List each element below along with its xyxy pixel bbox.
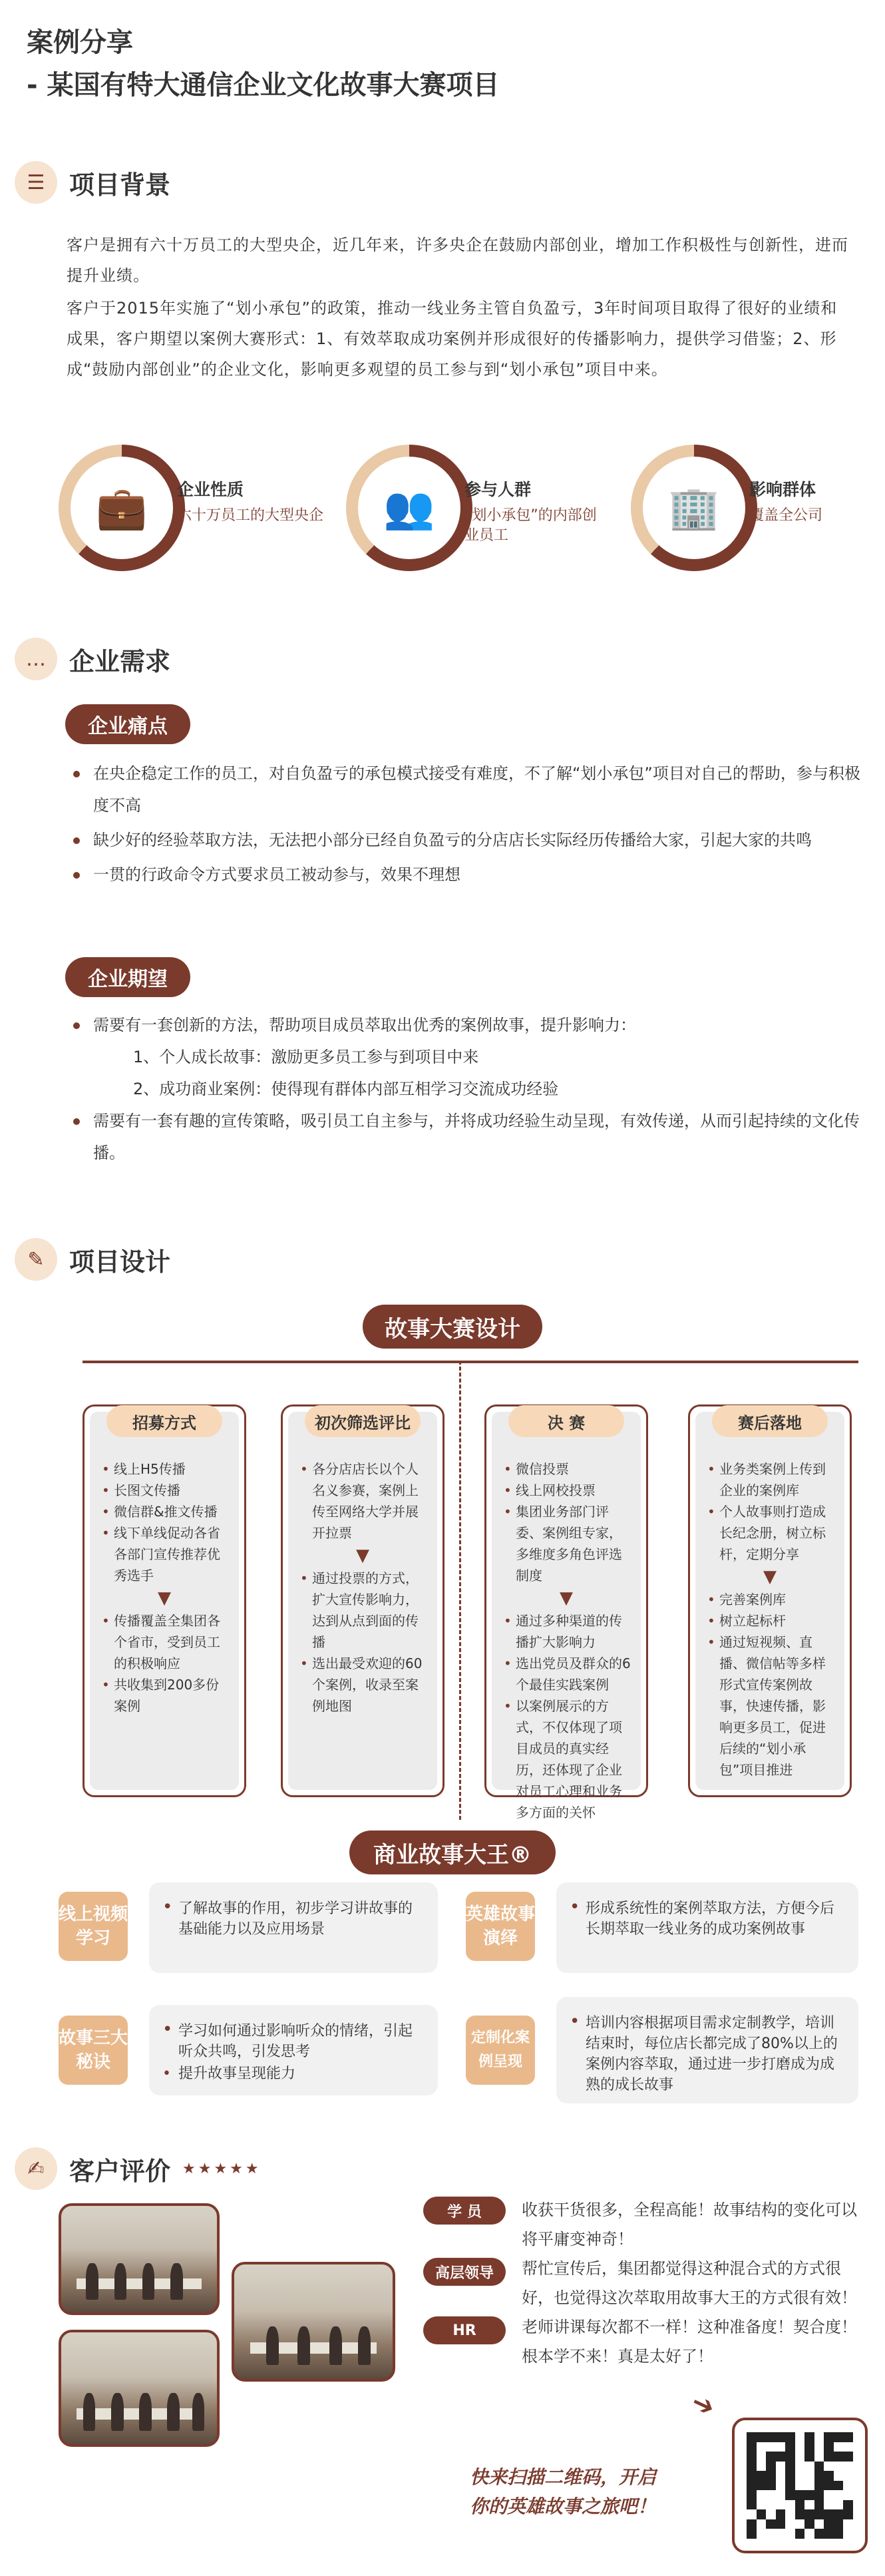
stage-tag: 招募方式 — [106, 1405, 222, 1437]
biz-module-text: • 学习如何通过影响听众的情绪，引起听众共鸣，引发思考 • 提升故事呈现能力 — [149, 2005, 438, 2095]
document-icon: ☰ — [15, 161, 57, 204]
event-photo — [59, 2203, 220, 2315]
cta-text — [470, 2463, 656, 2521]
list-item: 了解故事的作用，初步学习讲故事的基础能力以及应用场景 — [178, 1900, 413, 1938]
list-item: • 树立起标杆 — [705, 1610, 835, 1631]
arrow-down-icon: ▼ — [356, 1546, 369, 1566]
stage-tag: 赛后落地 — [712, 1405, 828, 1437]
list-item: 缺少好的经验萃取方法，无法把小部分已经自负盈亏的分店店长实际经历传播给大家，引起大家的共鸣 — [67, 824, 865, 856]
list-item: 需要有一套有趣的宣传策略，吸引员工自主参与，并将成功经验生动呈现，有效传递，从而引起持续的文化传播。 — [67, 1105, 865, 1169]
stage-card — [484, 1404, 648, 1821]
list-item: • 各分店店长以个人名义参赛，案例上传至网络大学并展开拉票 — [297, 1458, 428, 1544]
biz-module-text: • 形成系统性的案例萃取方法，方便今后长期萃取一线业务的成功案例故事 — [556, 1882, 858, 1973]
info-card-value: “划小承包”的内部创业员工 — [464, 507, 597, 544]
list-item: • 线上网校投票 — [501, 1480, 631, 1501]
briefcase-icon: 💼 — [96, 483, 148, 532]
review-text: 帮忙宣传后，集团都觉得这种混合式的方式很好，也觉得这次萃取用故事大王的方式很有效！ — [522, 2259, 857, 2307]
pain-points-list — [67, 757, 865, 891]
list-item: • 共收集到200多份案例 — [99, 1674, 230, 1717]
building-icon: 🏢 — [668, 483, 720, 532]
list-item: • 集团业务部门评委、案例组专家，多维度多角色评选制度 — [501, 1501, 631, 1586]
stage-card — [281, 1404, 444, 1797]
expectations-label: 企业期望 — [65, 957, 190, 997]
divider — [83, 1361, 858, 1363]
section-title: 企业需求 — [69, 646, 171, 676]
people-icon: 👥 — [383, 483, 435, 532]
stage-card — [83, 1404, 246, 1797]
list-item: 一贯的行政命令方式要求员工被动参与，效果不理想 — [67, 859, 865, 891]
divider — [459, 1361, 461, 1820]
cta-line: 你的英雄故事之旅吧！ — [470, 2495, 657, 2517]
info-card-label: 影响群体 — [749, 480, 816, 499]
arrow-down-icon: ▼ — [158, 1588, 171, 1608]
stage-tag: 初次筛选评比 — [305, 1405, 421, 1437]
page-subtitle: - 某国有特大通信企业文化故事大赛项目 — [27, 70, 500, 101]
list-item: • 通过投票的方式，扩大宣传影响力，达到从点到面的传播 — [297, 1568, 428, 1653]
background-paragraph-2: 客户于2015年实施了“划小承包”的政策，推动一线业务主管自负盈亏，3年时间项目取得了很好的业绩和成果，客户期望以案例大赛形式：1、有效萃取成功案例并形成很好的传播影响力，提供学习借鉴；2、形成“鼓励内部创业”的企业文化，影响更多观望的员工参与到“划小承包”项目中来。 — [67, 299, 838, 379]
page-title: 案例分享 — [27, 27, 133, 58]
pencil-ruler-icon: ✎ — [15, 1238, 57, 1281]
list-item: • 以案例展示的方式，不仅体现了项目成员的真实经历，还体现了企业对员工心理和业务多方面的关怀 — [501, 1695, 631, 1823]
biz-story-title: 商业故事大王® — [349, 1830, 556, 1874]
arrow-down-icon: ▼ — [560, 1588, 573, 1608]
star-rating: ★★★★★ — [182, 2160, 262, 2177]
list-item: • 通过短视频、直播、微信帖等多样形式宣传案例故事，快速传播，影响更多员工，促进后续的“划小承包”项目推进 — [705, 1631, 835, 1781]
list-item: 培训内容根据项目需求定制教学，培训结束时，每位店长都完成了80%以上的案例内容萃取，通过进一步打磨成为成熟的成长故事 — [586, 2015, 838, 2093]
contest-design-title: 故事大赛设计 — [363, 1305, 542, 1349]
event-photo — [59, 2330, 220, 2447]
list-item: 在央企稳定工作的员工，对自负盈亏的承包模式接受有难度，不了解“划小承包”项目对自己的帮助，参与积极度不高 — [67, 757, 865, 821]
qr-code[interactable] — [732, 2418, 868, 2553]
biz-module-tag: 英雄故事演绎 — [466, 1892, 535, 1961]
biz-module-text: • 了解故事的作用，初步学习讲故事的基础能力以及应用场景 — [149, 1882, 438, 1973]
info-card-value: 六十万员工的大型央企 — [177, 507, 324, 524]
list-item: 学习如何通过影响听众的情绪，引起听众共鸣，引发思考 — [178, 2023, 413, 2060]
edit-icon: ✍ — [15, 2147, 57, 2190]
list-item: • 传播覆盖全集团各个省市，受到员工的积极响应 — [99, 1610, 230, 1674]
info-card-label: 参与人群 — [464, 480, 532, 499]
list-item: • 微信群&推文传播 — [99, 1501, 230, 1522]
section-title: 项目背景 — [69, 170, 171, 200]
section-needs-header — [15, 638, 170, 680]
stage-tag: 决 赛 — [508, 1405, 624, 1437]
biz-module-tag: 线上视频学习 — [59, 1892, 128, 1961]
list-item: • 线上H5传播 — [99, 1458, 230, 1480]
list-item: • 微信投票 — [501, 1458, 631, 1480]
list-item: 形成系统性的案例萃取方法，方便今后长期萃取一线业务的成功案例故事 — [586, 1900, 835, 1938]
reviewer-tag: HR — [423, 2316, 506, 2344]
list-item: • 线下单线促动各省各部门宣传推荐优秀选手 — [99, 1522, 230, 1586]
info-card-value: 覆盖全公司 — [749, 507, 823, 524]
list-item: • 通过多种渠道的传播扩大影响力 — [501, 1610, 631, 1653]
cta-line: 快来扫描二维码，开启 — [470, 2466, 657, 2488]
info-card — [631, 445, 885, 571]
arrow-down-icon: ▼ — [763, 1567, 777, 1587]
list-item: 提升故事呈现能力 — [178, 2065, 296, 2082]
reviewer-tag: 学 员 — [423, 2197, 506, 2225]
reviewer-tag: 高层领导 — [423, 2258, 506, 2286]
review-text: 老师讲课每次都不一样！这种准备度！契合度！根本学不来！真是太好了！ — [522, 2318, 857, 2366]
list-item: • 选出党员及群众的6个最佳实践案例 — [501, 1653, 631, 1695]
section-background-header — [15, 161, 170, 204]
biz-module-tag: 故事三大秘诀 — [59, 2016, 128, 2085]
pain-points-label: 企业痛点 — [65, 704, 190, 744]
info-card-label: 企业性质 — [177, 480, 244, 499]
list-item: 需要有一套创新的方法，帮助项目成员萃取出优秀的案例故事，提升影响力： — [67, 1009, 865, 1041]
stage-card — [688, 1404, 852, 1797]
section-title: 项目设计 — [69, 1247, 171, 1277]
section-title: 客户评价 — [69, 2156, 171, 2186]
biz-module-text: • 培训内容根据项目需求定制教学，培训结束时，每位店长都完成了80%以上的案例内容萃取，通过进一步打磨成为成熟的成长故事 — [556, 1997, 858, 2103]
list-item: • 个人故事则打造成长纪念册，树立标杆，定期分享 — [705, 1501, 835, 1565]
event-photo — [232, 2262, 395, 2382]
background-paragraph-1: 客户是拥有六十万员工的大型央企，近几年来，许多央企在鼓励内部创业，增加工作积极性与创新性，进而提升业绩。 — [67, 236, 848, 285]
list-subitem: 1、个人成长故事：激励更多员工参与到项目中来 — [133, 1048, 479, 1066]
list-item: • 完善案例库 — [705, 1589, 835, 1610]
list-subitem: 2、成功商业案例：使得现有群体内部互相学习交流成功经验 — [133, 1080, 559, 1098]
list-item: • 选出最受欢迎的60个案例，收录至案例地图 — [297, 1653, 428, 1717]
info-card — [346, 445, 612, 571]
info-card — [59, 445, 325, 571]
arrow-icon: ➔ — [686, 2386, 720, 2424]
chat-bubble-icon: … — [15, 638, 57, 680]
list-item: • 长图文传播 — [99, 1480, 230, 1501]
biz-module-tag: 定制化案例呈现 — [466, 2016, 535, 2085]
section-design-header — [15, 1238, 170, 1281]
list-item: • 业务类案例上传到企业的案例库 — [705, 1458, 835, 1501]
review-text: 收获干货很多，全程高能！故事结构的变化可以将平庸变神奇！ — [522, 2201, 857, 2249]
expectations-list — [67, 1009, 865, 1169]
section-review-header — [15, 2147, 262, 2190]
